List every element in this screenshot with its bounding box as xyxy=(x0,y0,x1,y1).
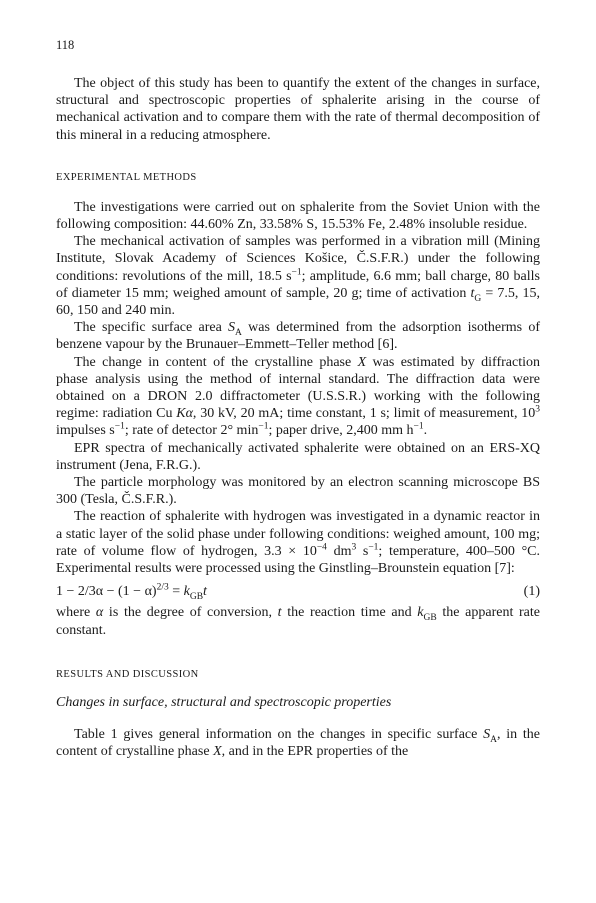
page-number: 118 xyxy=(56,38,75,52)
equation-expression: $1 - 2/3\alpha - (1 - \alpha)^{2/3} = k_{GB}t$ xyxy=(56,582,207,603)
experimental-paragraph-activation: The mechanical activation of samples was performed in a vibration mill (Mining Institute, Slovak Academy of Sciences Košice, Č.S.F.R.) under the following conditions: revolutions of the mill, 18.5 $s^{-1}$; amplitude, 6.6 mm; ball charge, 80 balls of diameter 15 mm; weighed amount of sample, 20 g; time of activation $t_G = 7.5$, 15, 60, 150 and 240 min. xyxy=(56,234,540,319)
ginstling-brounstein-equation xyxy=(56,582,540,603)
page xyxy=(56,38,540,760)
equation-number: (1) xyxy=(523,584,540,600)
experimental-paragraph-hydrogen: The reaction of sphalerite with hydrogen was investigated in a dynamic reactor in a static layer of the solid phase under following conditions: weighed amount, 100 mg; rate of volume flow of hydrogen, $3.3 \times 10^{-4}$ $dm^3$ $s^{-1}$; temperature, 400–500 °C. Experimental results were processed using the Ginstling–Brounstein equation [7]: xyxy=(56,509,541,577)
experimental-paragraph-composition: The investigations were carried out on sphalerite from the Soviet Union with the following composition: 44.60% Zn, 33.58% S, 15.53% Fe, 2.48% insoluble residue. xyxy=(56,199,540,233)
experimental-paragraph-epr: EPR spectra of mechanically activated sphalerite were obtained on an ERS-XQ instrument (Jena, F.R.G.). xyxy=(56,440,540,473)
results-discussion-heading: RESULTS AND DISCUSSION xyxy=(56,668,199,680)
intro-paragraph: The object of this study has been to quantify the extent of the changes in surface, structural and spectroscopic properties of sphalerite arising in the course of mechanical activation and to compare them with the rate of thermal decomposition of this mineral in a reducing atmosphere. xyxy=(56,76,540,143)
results-subheading: Changes in surface, structural and spectroscopic properties xyxy=(56,694,392,710)
experimental-paragraph-surface-area: The specific surface area $S_A$ was determined from the adsorption isotherms of benzene vapour by the Brunauer–Emmett–Teller method [6]. xyxy=(56,320,540,353)
experimental-methods-heading: EXPERIMENTAL METHODS xyxy=(56,171,197,183)
experimental-paragraph-morphology: The particle morphology was monitored by an electron scanning microscope BS 300 (Tesla, Č.S.F.R.). xyxy=(56,475,540,508)
results-paragraph-table1: Table 1 gives general information on the changes in specific surface $S_A$, in the content of crystalline phase X, and in the EPR properties of the xyxy=(56,726,540,760)
experimental-paragraph-diffraction: The change in content of the crystalline phase X was estimated by diffraction phase analysis using the method of internal standard. The diffraction data were obtained on a DRON 2.0 diffractometer (U.S.S.R.) working with the following regime: radiation Cu Kα, 30 kV, 20 mA; time constant, 1 s; limit of measurement, $10^3$ impulses $s^{-1}$; rate of detector 2° $\min^{-1}$; paper drive, 2,400 mm $h^{-1}$. xyxy=(56,354,540,439)
equation-definitions: where α is the degree of conversion, t the reaction time and $k_{GB}$ the apparent rate constant. xyxy=(56,605,540,638)
